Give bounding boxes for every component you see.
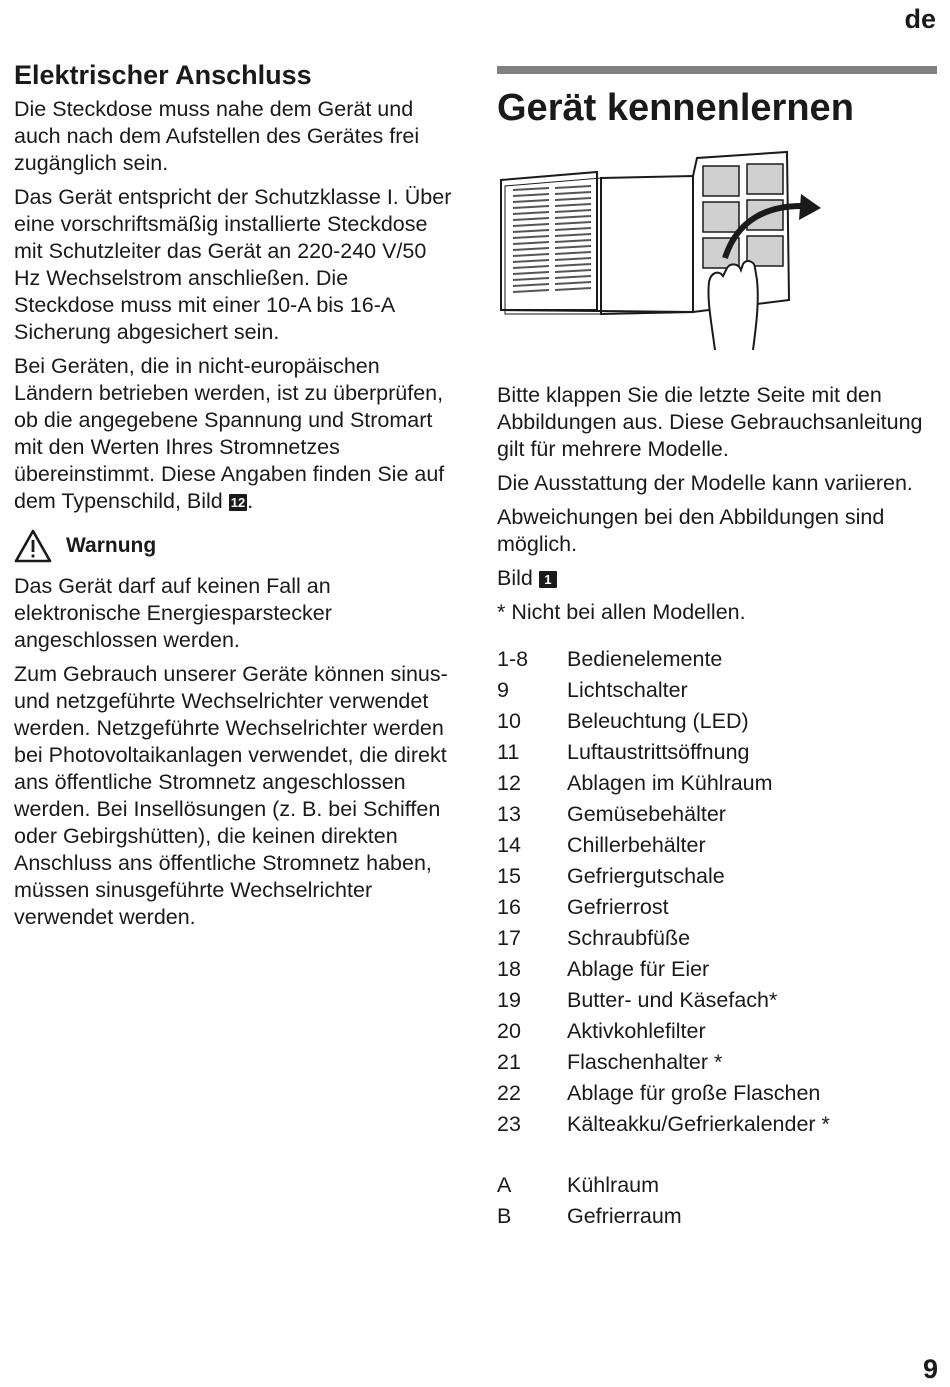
list-item <box>497 706 937 737</box>
item-label: Schraubfüße <box>567 926 691 950</box>
item-label: Gemüsebehälter <box>567 802 726 826</box>
list-item <box>497 1201 937 1232</box>
paragraph-foldout: Bitte klappen Sie die letzte Seite mit den Abbildungen aus. Diese Gebrauchsanleitung gilt für mehrere Modelle. <box>497 383 923 461</box>
warning-label: Warnung <box>66 534 157 557</box>
list-item <box>497 923 937 954</box>
figure-label: Bild <box>497 566 533 590</box>
warning-icon <box>14 529 52 563</box>
item-label: Gefrierraum <box>567 1204 682 1228</box>
item-number: 15 <box>497 864 521 888</box>
open-manual-illustration <box>497 150 827 370</box>
item-number: 20 <box>497 1019 521 1043</box>
list-item <box>497 1016 937 1047</box>
warning-heading <box>14 529 454 563</box>
item-number: 23 <box>497 1112 521 1136</box>
list-item <box>497 1170 937 1201</box>
list-item <box>497 737 937 768</box>
list-item <box>497 954 937 985</box>
item-label: Beleuchtung (LED) <box>567 709 749 733</box>
list-item <box>497 799 937 830</box>
page-number: 9 <box>922 1354 938 1384</box>
right-column <box>497 66 937 1232</box>
item-number: 18 <box>497 957 521 981</box>
list-item <box>497 644 937 675</box>
item-number: 10 <box>497 709 521 733</box>
item-number: 13 <box>497 802 521 826</box>
item-label: Kälteakku/Gefrierkalender * <box>567 1112 830 1136</box>
list-item <box>497 768 937 799</box>
footnote-not-all-models: * Nicht bei allen Modellen. <box>497 600 746 624</box>
warning-paragraph-1: Das Gerät darf auf keinen Fall an elektronische Energiesparstecker angeschlossen werden. <box>14 574 332 652</box>
paragraph-non-european <box>14 353 454 515</box>
warning-paragraph-2: Zum Gebrauch unserer Geräte können sinus- und netzgeführte Wechselrichter verwendet werden. Netzgeführte Wechselrichter werden bei Photovoltaikanlagen verwendet, die direkt ans öffentliche Stromnetz angeschlossen werden. Bei Insellösungen (z. B. bei Schiffen oder Gebirgshütten), die keinen direkten Anschluss ans öffentliche Stromnetz haben, müssen sinusgeführte Wechselrichter verwendet werden. <box>14 662 448 929</box>
item-label: Bedienelemente <box>567 647 723 671</box>
chapter-title: Gerät kennenlernen <box>497 87 854 129</box>
list-item <box>497 1047 937 1078</box>
paragraph-equipment: Die Ausstattung der Modelle kann variieren. <box>497 471 913 495</box>
item-number: 21 <box>497 1050 521 1074</box>
item-label: Lichtschalter <box>567 678 688 702</box>
paragraph-deviations: Abweichungen bei den Abbildungen sind möglich. <box>497 505 885 556</box>
item-number: A <box>497 1173 512 1197</box>
section-title-electrical: Elektrischer Anschluss <box>14 60 312 90</box>
zones-list <box>497 1170 937 1232</box>
paragraph-non-european-text: Bei Geräten, die in nicht-europäischen Ländern betrieben werden, ist zu überprüfen, ob die angegebene Spannung und Stromart mit den Werten Ihres Stromnetzes übereinstimmt. Diese Angaben finden Sie auf dem Typenschild, Bild <box>14 354 445 513</box>
item-number: 11 <box>497 740 520 764</box>
list-item <box>497 861 937 892</box>
item-label: Chillerbehälter <box>567 833 706 857</box>
list-item <box>497 675 937 706</box>
item-label: Flaschenhalter * <box>567 1050 723 1074</box>
item-label: Aktivkohlefilter <box>567 1019 706 1043</box>
parts-list <box>497 644 937 1140</box>
item-number: 14 <box>497 833 521 857</box>
list-item <box>497 1078 937 1109</box>
item-number: 16 <box>497 895 521 919</box>
paragraph-end-dot: . <box>247 489 254 513</box>
item-label: Luftaustrittsöffnung <box>567 740 750 764</box>
figure-ref-badge: 12 <box>230 495 246 510</box>
item-label: Ablage für große Flaschen <box>567 1081 821 1105</box>
list-item <box>497 1109 937 1140</box>
item-number: 19 <box>497 988 521 1012</box>
item-number: 17 <box>497 926 521 950</box>
left-column <box>14 58 454 938</box>
item-number: 22 <box>497 1081 521 1105</box>
item-number: B <box>497 1204 512 1228</box>
item-number: 12 <box>497 771 521 795</box>
figure-number-badge: 1 <box>539 571 557 588</box>
item-label: Ablage für Eier <box>567 957 710 981</box>
item-label: Gefrierrost <box>567 895 669 919</box>
section-rule <box>497 66 937 74</box>
item-number: 9 <box>497 678 509 702</box>
language-code: de <box>904 4 936 34</box>
list-item <box>497 830 937 861</box>
paragraph-socket: Die Steckdose muss nahe dem Gerät und auch nach dem Aufstellen des Gerätes frei zugänglich sein. <box>14 97 420 175</box>
item-label: Ablagen im Kühlraum <box>567 771 773 795</box>
item-label: Gefriergutschale <box>567 864 725 888</box>
list-item <box>497 985 937 1016</box>
list-item <box>497 892 937 923</box>
figure-reference <box>497 565 937 592</box>
item-label: Kühlraum <box>567 1173 660 1197</box>
paragraph-protection-class: Das Gerät entspricht der Schutzklasse I. Über eine vorschriftsmäßig installierte Steckdose mit Schutzleiter das Gerät an 220-240 V/50 Hz Wechselstrom anschließen. Die Steckdose muss mit einer 10-A bis 16-A Sicherung abgesichert sein. <box>14 185 452 344</box>
item-number: 1-8 <box>497 647 529 671</box>
item-label: Butter- und Käsefach* <box>567 988 778 1012</box>
